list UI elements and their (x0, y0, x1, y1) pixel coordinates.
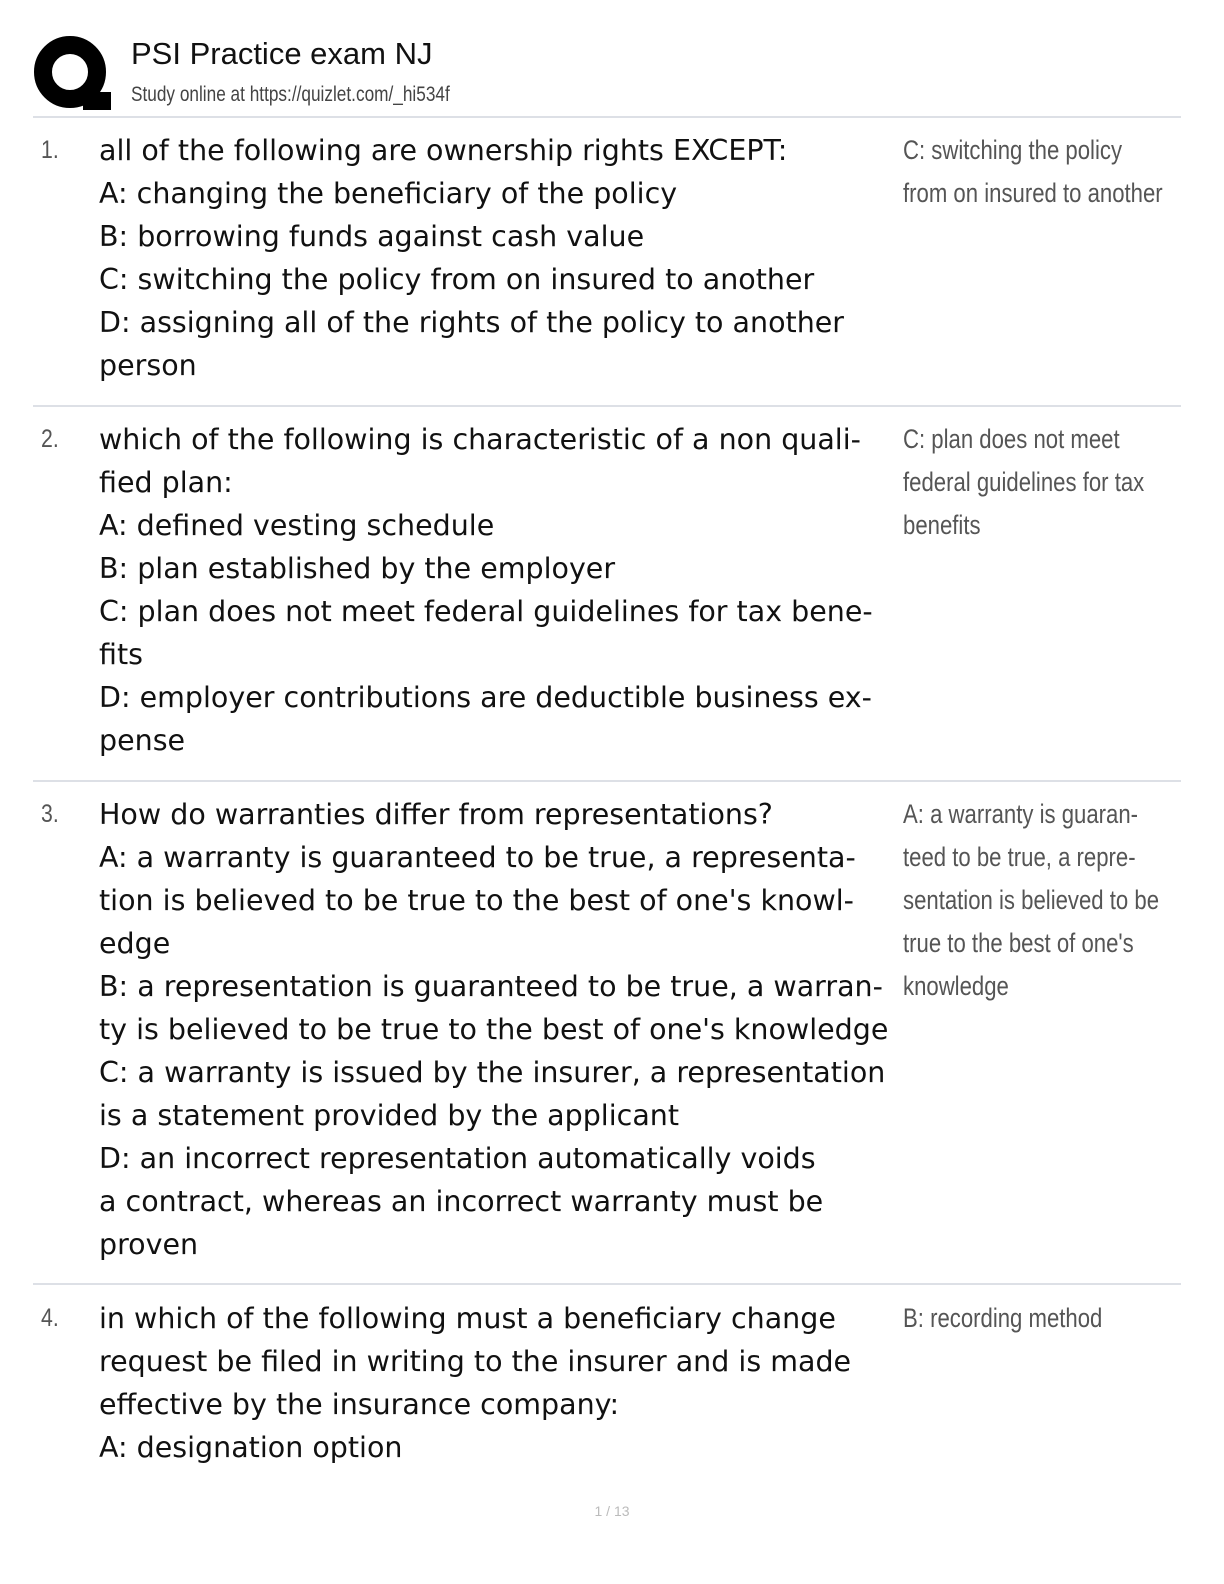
question-line: B: borrowing funds against cash value (99, 220, 645, 253)
card-number: 1. (41, 136, 59, 164)
question-line: D: an incorrect representation automatically voids (99, 1142, 816, 1175)
question-line: B: a representation is guaranteed to be true, a warran- (99, 970, 883, 1003)
question-line: ty is believed to be true to the best of one's knowledge (99, 1013, 889, 1046)
question-line: pense (99, 724, 186, 757)
answer-line: C: switching the policy (903, 135, 1123, 165)
answer-line: C: plan does not meet (903, 424, 1120, 454)
question-line: is a statement provided by the applicant (99, 1099, 680, 1132)
question-line: D: employer contributions are deductible business ex- (99, 681, 872, 714)
card-number: 4. (41, 1304, 59, 1332)
card-number: 2. (41, 425, 59, 453)
question-line: A: designation option (99, 1431, 403, 1464)
question-line: proven (99, 1228, 199, 1261)
quizlet-logo-icon (33, 34, 111, 112)
answer-line: B: recording method (903, 1303, 1103, 1333)
question-line: fits (99, 638, 143, 671)
question-line: edge (99, 927, 171, 960)
page-number: 1 / 13 (594, 1503, 630, 1519)
answer-line: A: a warranty is guaran- (903, 799, 1139, 829)
question-line: in which of the following must a beneficiary change (99, 1302, 836, 1335)
question-line: person (99, 349, 197, 382)
question-line: A: changing the beneficiary of the policy (99, 177, 678, 210)
answer-line: benefits (903, 510, 981, 540)
answer-line: federal guidelines for tax (903, 467, 1145, 497)
question-line: which of the following is characteristic of a non quali- (99, 423, 861, 456)
answer-line: teed to be true, a repre- (903, 842, 1136, 872)
question-line: request be filed in writing to the insurer and is made (99, 1345, 852, 1378)
answer-line: sentation is believed to be (903, 885, 1160, 915)
question-line: A: a warranty is guaranteed to be true, a representa- (99, 841, 856, 874)
question-line: fied plan: (99, 466, 233, 499)
card-question (99, 1297, 899, 1469)
card-answer (903, 793, 1193, 1008)
header-divider (33, 116, 1181, 118)
card-divider (33, 1283, 1181, 1285)
question-line: tion is believed to be true to the best of one's knowl- (99, 884, 854, 917)
question-line: all of the following are ownership rights EXCEPT: (99, 134, 788, 167)
card-answer (903, 418, 1193, 547)
card-question (99, 418, 899, 762)
card-answer (903, 129, 1193, 215)
answer-line: knowledge (903, 971, 1009, 1001)
question-line: effective by the insurance company: (99, 1388, 620, 1421)
study-link[interactable]: Study online at https://quizlet.com/_hi534f (131, 83, 450, 106)
question-line: C: plan does not meet federal guidelines for tax bene- (99, 595, 873, 628)
card-question (99, 129, 899, 387)
card-divider (33, 405, 1181, 407)
answer-line: from on insured to another (903, 178, 1163, 208)
question-line: A: defined vesting schedule (99, 509, 495, 542)
answer-line: true to the best of one's (903, 928, 1134, 958)
question-line: C: a warranty is issued by the insurer, a representation (99, 1056, 886, 1089)
question-line: C: switching the policy from on insured to another (99, 263, 815, 296)
card-divider (33, 780, 1181, 782)
question-line: D: assigning all of the rights of the policy to another (99, 306, 845, 339)
card-question (99, 793, 899, 1266)
card-answer (903, 1297, 1193, 1340)
card-number: 3. (41, 800, 59, 828)
document-title: PSI Practice exam NJ (131, 36, 433, 71)
question-line: B: plan established by the employer (99, 552, 616, 585)
question-line: How do warranties differ from representations? (99, 798, 773, 831)
question-line: a contract, whereas an incorrect warranty must be (99, 1185, 824, 1218)
